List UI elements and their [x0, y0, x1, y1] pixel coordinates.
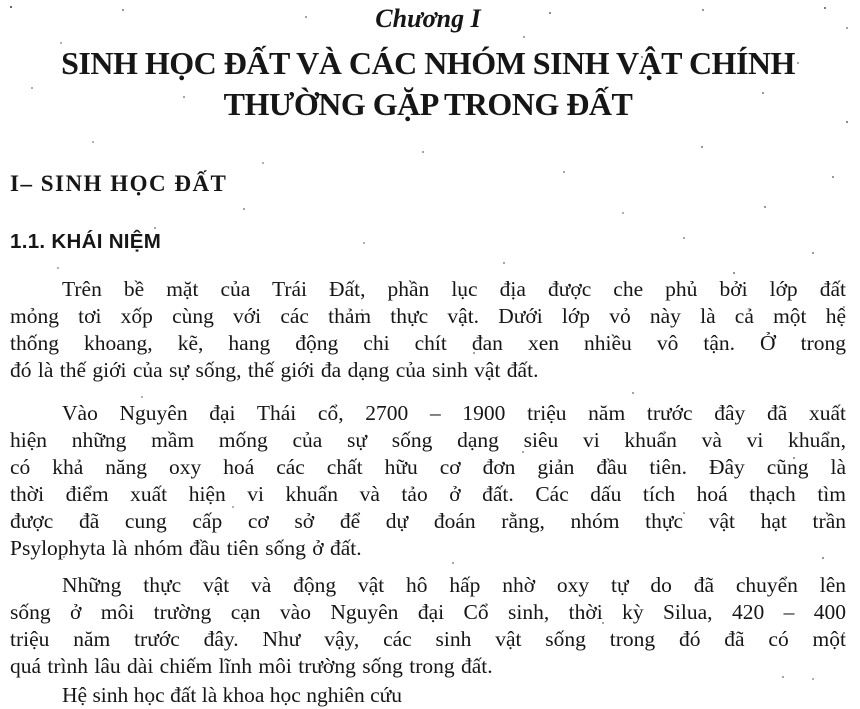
body-line: Những thực vật và động vật hô hấp nhờ oxy tự do đã chuyển lên	[62, 573, 846, 597]
body-line: thời điểm xuất hiện vi khuẩn và tảo ở đất. Các dấu tích hoá thạch tìm	[10, 482, 846, 506]
body-line: sống ở môi trường cạn vào Nguyên đại Cổ sinh, thời kỳ Silua, 420 – 400	[10, 600, 846, 624]
paragraph-3	[10, 572, 846, 680]
title-line-1: SINH HỌC ĐẤT VÀ CÁC NHÓM SINH VẬT CHÍNH	[61, 45, 795, 81]
paragraph-1	[10, 276, 846, 384]
clipped-next-paragraph-line: Hệ sinh học đất là khoa học nghiên cứu	[62, 683, 403, 707]
body-line: thống khoang, kẽ, hang động chi chít đan xen nhiều vô tận. Ở trong	[10, 331, 846, 355]
body-line: mỏng tơi xốp cùng với các thảm thực vật. Dưới lớp vỏ này là cả một hệ	[10, 304, 846, 328]
body-line: triệu năm trước đây. Như vậy, các sinh vật sống trong đó đã có một	[10, 627, 846, 651]
body-line: đó là thế giới của sự sống, thế giới đa dạng của sinh vật đất.	[10, 358, 539, 382]
section-heading: I– SINH HỌC ĐẤT	[10, 171, 228, 196]
chapter-heading: Chương I	[375, 4, 481, 33]
page-title	[10, 43, 846, 125]
body-line: được đã cung cấp cơ sở để dự đoán rằng, nhóm thực vật hạt trần	[10, 509, 846, 533]
subsection-heading: 1.1. KHÁI NIỆM	[10, 230, 162, 253]
body-line: Vào Nguyên đại Thái cổ, 2700 – 1900 triệu năm trước đây đã xuất	[62, 401, 846, 425]
paragraph-2	[10, 400, 846, 562]
body-line: quá trình lâu dài chiếm lĩnh môi trường sống trong đất.	[10, 654, 493, 678]
body-line: hiện những mầm mống của sự sống dạng siêu vi khuẩn và vi khuẩn,	[10, 428, 846, 452]
page-body	[10, 0, 846, 680]
body-line: Psylophyta là nhóm đầu tiên sống ở đất.	[10, 536, 362, 560]
body-line: có khả năng oxy hoá các chất hữu cơ đơn giản đầu tiên. Đây cũng là	[10, 455, 846, 479]
scan-noise-specks	[0, 0, 2, 2]
title-line-2: THƯỜNG GẶP TRONG ĐẤT	[223, 86, 633, 122]
body-line: Trên bề mặt của Trái Đất, phần lục địa được che phủ bởi lớp đất	[62, 277, 846, 301]
